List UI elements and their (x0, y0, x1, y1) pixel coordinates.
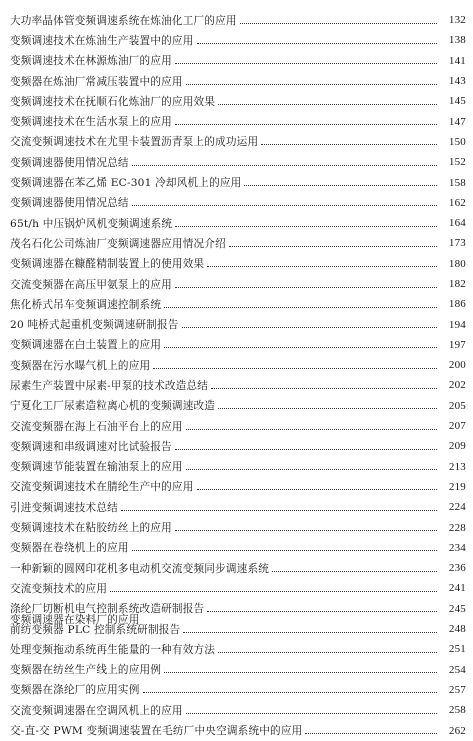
dot-leader (121, 510, 437, 511)
toc-entry-page-number: 241 (448, 582, 466, 595)
toc-entry-title: 变频器在涤纶厂的应用实例 (10, 684, 140, 697)
dot-leader (261, 144, 437, 145)
dot-leader (207, 611, 437, 612)
toc-entry (10, 314, 466, 334)
toc-entry-page-number: 228 (448, 521, 466, 534)
toc-entry-title: 变频调速器在苯乙烯 EC-301 冷却风机上的应用 (10, 177, 242, 190)
toc-entry (10, 274, 466, 294)
toc-entry-page-number: 197 (448, 338, 466, 351)
toc-entry (10, 30, 466, 50)
dot-leader (186, 469, 437, 470)
toc-entry-title: 65t/h 中压锅炉风机变频调速系统 (10, 217, 173, 230)
toc-entry (10, 457, 466, 477)
toc-entry-title: 20 吨桥式起重机变频调速研制报告 (10, 319, 179, 332)
toc-entry-title: 宁夏化工厂尿素造粒离心机的变频调速改造 (10, 400, 216, 413)
toc-entry-page-number: 158 (448, 176, 466, 189)
toc-entry (10, 517, 466, 537)
toc-entry-page-number: 145 (448, 95, 466, 108)
toc-entry (10, 172, 466, 192)
dot-leader (240, 23, 437, 24)
toc-entry-title: 变频调速器在白土装置上的应用 (10, 339, 162, 352)
toc-entry (10, 578, 466, 598)
toc-entry-page-number: 236 (448, 562, 466, 575)
toc-entry-title: 交流变频技术的应用 (10, 582, 108, 595)
dot-leader (110, 591, 437, 592)
toc-entry-title: 变频调速器使用情况总结 (10, 197, 129, 210)
toc-entry (10, 51, 466, 71)
toc-entry (10, 233, 466, 253)
toc-entry-page-number: 213 (448, 460, 466, 473)
toc-entry-page-number: 234 (448, 541, 466, 554)
dot-leader (305, 733, 437, 734)
dot-leader (197, 489, 438, 490)
dot-leader (132, 205, 437, 206)
toc-entry-title: 变频调速和串级调速对比试验报告 (10, 440, 172, 453)
toc-entry-page-number: 224 (448, 501, 466, 514)
dot-leader (175, 226, 437, 227)
dot-leader (132, 165, 437, 166)
toc-entry-page-number: 245 (448, 602, 466, 615)
toc-entry (10, 91, 466, 111)
toc-entry (10, 680, 466, 700)
toc-entry (10, 375, 466, 395)
toc-entry-title: 变频调速技术在抚顺石化炼油厂的应用效果 (10, 95, 216, 108)
dot-leader (175, 449, 437, 450)
dot-leader (153, 368, 437, 369)
toc-entry-page-number: 202 (448, 379, 466, 392)
toc-entry-title: 变频调速技术在生活水泵上的应用 (10, 116, 172, 129)
toc-entry (10, 477, 466, 497)
dot-leader (186, 713, 437, 714)
cut-off-entry: 变频调速器在染料厂的应用 (10, 614, 140, 626)
toc-entry (10, 193, 466, 213)
toc-entry-title: 茂名石化公司炼油厂变频调速器应用情况介绍 (10, 237, 226, 250)
dot-leader (218, 408, 437, 409)
toc-entry (10, 254, 466, 274)
toc-entry-title: 交流变频调速技术在腈纶生产中的应用 (10, 481, 194, 494)
toc-entry-title: 变频调速节能装置在输油泵上的应用 (10, 461, 183, 474)
toc-entry (10, 213, 466, 233)
toc-entry-page-number: 251 (448, 643, 466, 656)
toc-entry-page-number: 207 (448, 420, 466, 433)
toc-entry-page-number: 200 (448, 359, 466, 372)
toc-entry-title: 变频器在纺丝生产线上的应用例 (10, 664, 162, 677)
toc-entry (10, 152, 466, 172)
toc-entry-title: 变频调速技术在粘胶纺丝上的应用 (10, 522, 172, 535)
toc-entry-title: 涤纶厂切断机电气控制系统改造研制报告 (10, 603, 205, 616)
toc-entry-page-number: 162 (448, 196, 466, 209)
toc-entry-title: 变频调速器在糠醛精制装置上的使用效果 (10, 258, 205, 271)
toc-entry-page-number: 141 (448, 54, 466, 67)
toc-entry (10, 700, 466, 720)
toc-entry-page-number: 257 (448, 683, 466, 696)
toc-entry-title: 交流变频器在海上石油平台上的应用 (10, 420, 183, 433)
dot-leader (175, 287, 437, 288)
toc-entry-title: 变频调速技术在炼油生产装置中的应用 (10, 34, 194, 47)
toc-entry-title: 处理变频拖动系统再生能量的一种有效方法 (10, 643, 216, 656)
toc-entry-page-number: 138 (448, 34, 466, 47)
toc-entry-title: 变频器在污水曝气机上的应用 (10, 359, 151, 372)
toc-entry-page-number: 132 (448, 14, 466, 27)
dot-leader (164, 347, 437, 348)
toc-entry-page-number: 173 (448, 237, 466, 250)
dot-leader (244, 185, 437, 186)
dot-leader (175, 124, 437, 125)
toc-entry (10, 132, 466, 152)
dot-leader (211, 388, 437, 389)
toc-entry-title: 变频调速技术在林源炼油厂的应用 (10, 55, 172, 68)
toc-entry-page-number: 143 (448, 75, 466, 88)
dot-leader (175, 530, 437, 531)
toc-entry (10, 660, 466, 680)
toc-entry-title: 交-直-交 PWM 变频调速装置在毛纺厂中央空调系统中的应用 (10, 725, 303, 738)
dot-leader (207, 266, 437, 267)
toc-entry-page-number: 194 (448, 318, 466, 331)
toc-entry-page-number: 152 (448, 156, 466, 169)
toc-entry-page-number: 205 (448, 399, 466, 412)
toc-entry (10, 335, 466, 355)
toc-entry-title: 尿素生产装置中尿素-甲泵的技术改造总结 (10, 379, 209, 392)
toc-entry (10, 558, 466, 578)
toc-entry (10, 416, 466, 436)
toc-entry-page-number: 164 (448, 217, 466, 230)
dot-leader (143, 692, 437, 693)
toc-entry-page-number: 150 (448, 135, 466, 148)
table-of-contents (10, 10, 466, 741)
toc-entry-title: 交流变频调速器在空调风机上的应用 (10, 704, 183, 717)
toc-entry (10, 538, 466, 558)
toc-entry (10, 639, 466, 659)
toc-entry-title: 大功率晶体管变频调速系统在炼油化工厂的应用 (10, 14, 237, 27)
toc-entry-page-number: 209 (448, 440, 466, 453)
toc-entry-page-number: 182 (448, 278, 466, 290)
toc-entry-title: 前纺变频器 PLC 控制系统研制报告 (10, 623, 181, 636)
toc-entry (10, 10, 466, 30)
toc-entry-page-number: 147 (448, 115, 466, 128)
dot-leader (218, 652, 437, 653)
toc-entry (10, 111, 466, 131)
dot-leader (182, 327, 437, 328)
dot-leader (272, 571, 437, 572)
dot-leader (186, 429, 437, 430)
dot-leader (164, 307, 437, 308)
dot-leader (164, 672, 437, 673)
toc-entry-title: 引进变频调速技术总结 (10, 501, 118, 514)
toc-entry-title: 变频调速器使用情况总结 (10, 156, 129, 169)
toc-entry-title: 焦化桥式吊车变频调速控制系统 (10, 298, 162, 311)
toc-entry (10, 71, 466, 91)
dot-leader (229, 246, 437, 247)
dot-leader (186, 84, 437, 85)
toc-entry-title: 交流变频调速技术在尤里卡装置沥青泵上的成功运用 (10, 136, 259, 149)
toc-entry-page-number: 248 (448, 623, 466, 636)
dot-leader (218, 104, 437, 105)
toc-entry-title: 变频器在卷绕机上的应用 (10, 542, 129, 555)
toc-entry-title: 交流变频器在高压甲氨泵上的应用 (10, 278, 172, 291)
toc-entry-page-number: 219 (448, 480, 466, 493)
toc-entry-title: 一种新颖的圆网印花机多电动机交流变频同步调速系统 (10, 562, 270, 575)
dot-leader (175, 63, 437, 64)
toc-entry (10, 355, 466, 375)
toc-entry (10, 436, 466, 456)
toc-entry (10, 294, 466, 314)
toc-entry-page-number: 258 (448, 704, 466, 717)
dot-leader (183, 632, 437, 633)
dot-leader (132, 550, 437, 551)
toc-entry-page-number: 186 (448, 298, 466, 311)
toc-entry-page-number: 262 (448, 724, 466, 737)
toc-entry-page-number: 180 (448, 257, 466, 270)
toc-entry (10, 497, 466, 517)
toc-entry (10, 720, 466, 740)
toc-entry-title: 变频器在炼油厂常减压装置中的应用 (10, 75, 183, 88)
toc-entry (10, 396, 466, 416)
toc-entry-page-number: 254 (448, 663, 466, 676)
dot-leader (197, 43, 438, 44)
